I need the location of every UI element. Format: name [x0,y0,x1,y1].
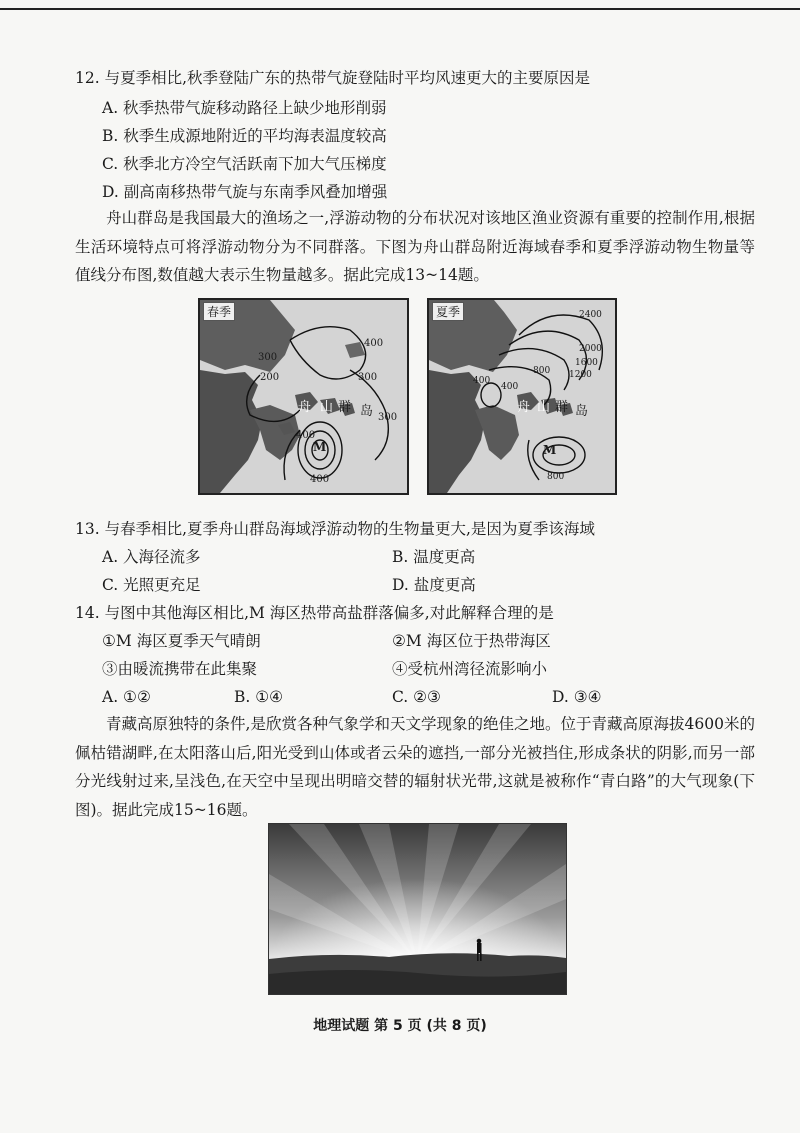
q12-stem: 12. 与夏季相比,秋季登陆广东的热带气旋登陆时平均风速更大的主要原因是 [75,69,591,87]
q12-option-c: C. 秋季北方冷空气活跃南下加大气压梯度 [102,155,387,173]
summer-contour-label: 400 [473,376,491,386]
summer-point-m: M [543,443,557,457]
q14-stem: 14. 与图中其他海区相比,M 海区热带高盐群落偏多,对此解释合理的是 [75,604,554,622]
summer-contour-label: 1600 [575,358,598,368]
spring-contour-label: 300 [358,372,378,383]
qingbailu-photo-graphic [269,824,566,994]
q14-option-b: B. ①④ [234,688,284,706]
spring-map [198,298,409,495]
q13-option-a: A. 入海径流多 [102,548,201,566]
spring-point-m: M [313,440,327,454]
spring-contour-label: 400 [364,338,384,349]
summer-contour-label: 800 [547,472,565,482]
spring-contour-label: 400 [296,430,316,441]
spring-island-char: 群 [338,400,352,415]
summer-island-char: 群 [555,400,569,415]
summer-contour-label: 2400 [579,310,602,320]
summer-contour-label: 400 [501,382,519,392]
spring-island-char: 山 [320,400,334,415]
intro-paragraph-2-text: 青藏高原独特的条件,是欣赏各种气象学和天文学现象的绝佳之地。位于青藏高原海拔4600米的佩枯错湖畔,在太阳落山后,阳光受到山体或者云朵的遮挡,一部分光被挡住,形成条状的阴影,而另一部分光线射过来,呈浅色,在天空中呈现出明暗交替的辐射状光带,这就是被称作“青白路”的大气现象(下图)。据此完成15~16题。 [75,715,755,819]
spring-island-char: 岛 [360,404,374,419]
page-footer: 地理试题 第 5 页 (共 8 页) [313,1018,487,1034]
top-rule [0,8,800,10]
spring-contour-label: 400 [310,474,330,485]
q14-option-d: D. ③④ [552,688,602,706]
q14-option-c: C. ②③ [392,688,441,706]
q14-statement-4: ④受杭州湾径流影响小 [392,660,548,678]
intro-paragraph-1-text: 舟山群岛是我国最大的渔场之一,浮游动物的分布状况对该地区渔业资源有重要的控制作用,根据生活环境特点可将浮游动物分为不同群落。下图为舟山群岛附近海域春季和夏季浮游动物生物量等值线分布图,数值越大表示生物量越多。据此完成13~14题。 [75,209,755,284]
summer-contour-label: 1200 [569,370,592,380]
intro-paragraph-2 [75,710,755,824]
spring-island-char: 舟 [298,400,312,415]
q14-statement-1: ①M 海区夏季天气晴朗 [102,632,261,650]
summer-island-char: 山 [537,400,551,415]
qingbailu-photo [268,823,567,995]
summer-season-label: 夏季 [432,302,464,321]
q13-option-d: D. 盐度更高 [392,576,476,594]
spring-season-label: 春季 [203,302,235,321]
q14-statement-2: ②M 海区位于热带海区 [392,632,551,650]
q13-stem: 13. 与春季相比,夏季舟山群岛海域浮游动物的生物量更大,是因为夏季该海域 [75,520,595,538]
spring-contour-label: 300 [258,352,278,363]
q13-option-b: B. 温度更高 [392,548,476,566]
intro-paragraph-1 [75,204,755,290]
spring-contour-label: 200 [260,372,280,383]
summer-island-char: 岛 [575,404,589,419]
q12-option-a: A. 秋季热带气旋移动路径上缺少地形削弱 [102,99,387,117]
q12-option-b: B. 秋季生成源地附近的平均海表温度较高 [102,127,387,145]
q14-statement-3: ③由暖流携带在此集聚 [102,660,258,678]
q12-option-d: D. 副高南移热带气旋与东南季风叠加增强 [102,183,388,201]
q14-option-a: A. ①② [102,688,151,706]
q13-option-c: C. 光照更充足 [102,576,201,594]
summer-contour-label: 800 [533,366,551,376]
summer-island-char: 舟 [517,400,531,415]
spring-contour-label: 300 [378,412,398,423]
summer-contour-label: 2000 [579,344,602,354]
summer-map [427,298,617,495]
